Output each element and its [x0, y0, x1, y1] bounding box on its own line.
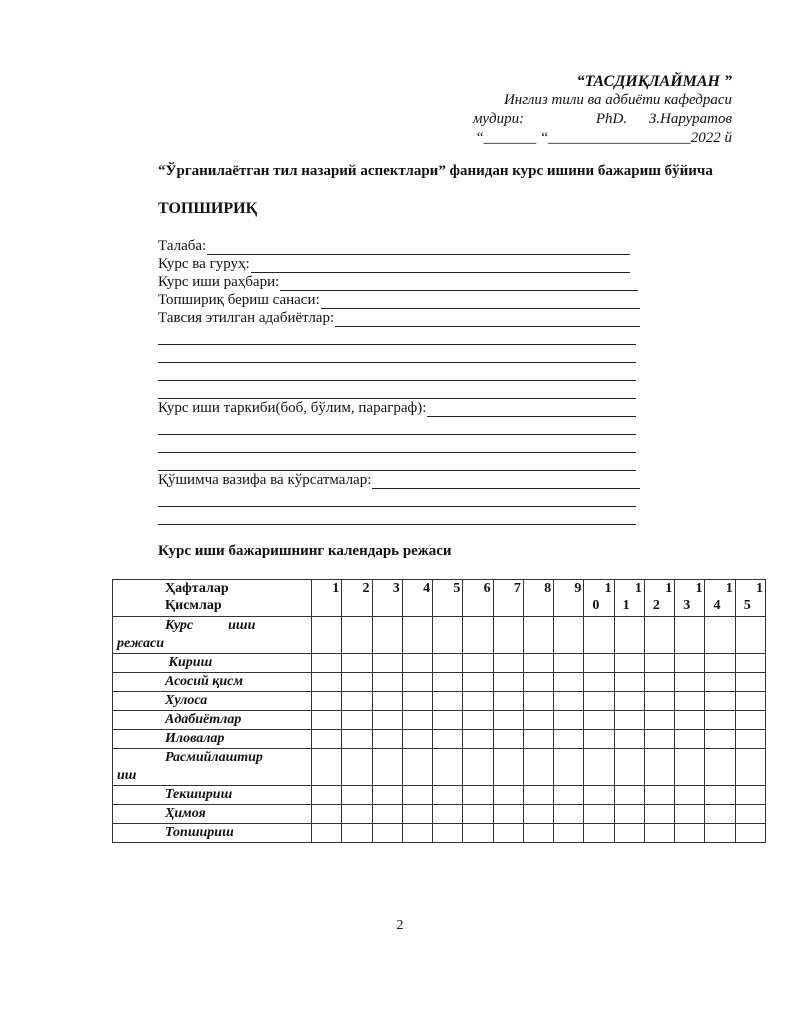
- field-label: Курс иши раҳбари:: [158, 274, 280, 290]
- calendar-cell: [493, 805, 523, 824]
- row-label-cell: [113, 711, 312, 730]
- week-number-second-digit: 2: [652, 598, 660, 613]
- calendar-cell: [644, 654, 674, 673]
- calendar-cell: [523, 786, 553, 805]
- week-header-cell: [735, 580, 765, 617]
- field-student: [158, 237, 630, 255]
- calendar-cell: [402, 711, 432, 730]
- fill-line: [158, 435, 636, 453]
- calendar-cell: [675, 730, 705, 749]
- week-number: 7: [513, 581, 521, 596]
- calendar-cell: [402, 673, 432, 692]
- calendar-cell: [342, 786, 372, 805]
- table-row: [113, 617, 766, 654]
- row-label: Иловалар: [165, 731, 225, 746]
- calendar-cell: [584, 692, 614, 711]
- row-label-cell: [113, 805, 312, 824]
- calendar-cell: [402, 749, 432, 786]
- calendar-cell: [614, 692, 644, 711]
- row-label-line1: Курс иши: [165, 618, 256, 633]
- row-label-line1: Расмийлаштир: [165, 750, 263, 765]
- fill-line: [158, 345, 636, 363]
- calendar-cell: [705, 730, 735, 749]
- calendar-cell: [312, 786, 342, 805]
- week-number-second-digit: 3: [683, 598, 691, 613]
- field-course-group: [158, 255, 630, 273]
- calendar-header-row: [113, 580, 766, 617]
- calendar-cell: [614, 617, 644, 654]
- calendar-cell: [463, 786, 493, 805]
- calendar-cell: [433, 711, 463, 730]
- week-number-second-digit: 4: [713, 598, 721, 613]
- calendar-cell: [675, 617, 705, 654]
- calendar-cell: [372, 824, 402, 843]
- calendar-cell: [523, 805, 553, 824]
- field-extra: [158, 471, 640, 489]
- calendar-cell: [705, 617, 735, 654]
- calendar-cell: [554, 692, 584, 711]
- fill-line: [158, 327, 636, 345]
- field-assign-date: [158, 291, 640, 309]
- calendar-cell: [584, 654, 614, 673]
- subject-line: “Ўрганилаётган тил назарий аспектлари” фанидан курс ишини бажариш бўйича: [158, 163, 713, 179]
- week-number: 1: [695, 581, 703, 596]
- week-number: 1: [332, 581, 340, 596]
- field-label: Топшириқ бериш санаси:: [158, 292, 320, 308]
- calendar-cell: [342, 730, 372, 749]
- approval-block: [473, 72, 732, 148]
- week-header-cell: [644, 580, 674, 617]
- row-label: Хулоса: [165, 693, 208, 708]
- calendar-cell: [372, 749, 402, 786]
- week-number: 2: [362, 581, 370, 596]
- calendar-cell: [735, 824, 765, 843]
- calendar-cell: [705, 786, 735, 805]
- calendar-cell: [735, 749, 765, 786]
- field-label: Курс ва гуруҳ:: [158, 256, 250, 272]
- week-number-second-digit: 5: [743, 598, 751, 613]
- calendar-cell: [644, 617, 674, 654]
- calendar-cell: [342, 711, 372, 730]
- calendar-cell: [463, 711, 493, 730]
- calendar-cell: [493, 749, 523, 786]
- calendar-cell: [735, 711, 765, 730]
- field-label: Қўшимча вазифа ва кўрсатмалар:: [158, 472, 372, 488]
- week-header-cell: [342, 580, 372, 617]
- calendar-cell: [433, 786, 463, 805]
- field-structure: [158, 399, 636, 417]
- week-number: 8: [544, 581, 552, 596]
- calendar-cell: [402, 824, 432, 843]
- week-number: 1: [756, 581, 763, 596]
- page-number: 2: [396, 918, 404, 933]
- calendar-cell: [675, 805, 705, 824]
- row-label: [113, 749, 311, 785]
- approval-degree: PhD.: [595, 111, 628, 127]
- calendar-cell: [735, 730, 765, 749]
- row-label-line2: режаси: [117, 636, 165, 651]
- calendar-cell: [312, 692, 342, 711]
- row-label-cell: [113, 824, 312, 843]
- field-label: Курс иши таркиби(боб, бўлим, параграф):: [158, 400, 427, 416]
- calendar-cell: [372, 786, 402, 805]
- calendar-cell: [402, 654, 432, 673]
- calendar-cell: [342, 617, 372, 654]
- field-supervisor: [158, 273, 638, 291]
- calendar-cell: [493, 673, 523, 692]
- calendar-cell: [523, 711, 553, 730]
- calendar-cell: [312, 824, 342, 843]
- table-row: [113, 730, 766, 749]
- row-label: Адабиётлар: [165, 712, 242, 727]
- calendar-cell: [523, 824, 553, 843]
- field-label: Тавсия этилган адабиётлар:: [158, 310, 335, 326]
- calendar-cell: [584, 824, 614, 843]
- calendar-cell: [584, 730, 614, 749]
- week-number: 6: [483, 581, 491, 596]
- calendar-cell: [644, 805, 674, 824]
- week-number: 1: [665, 581, 673, 596]
- calendar-cell: [493, 786, 523, 805]
- calendar-title: Курс иши бажаришнинг календарь режаси: [158, 543, 452, 559]
- calendar-cell: [735, 654, 765, 673]
- calendar-cell: [584, 617, 614, 654]
- fill-line: [280, 276, 638, 291]
- calendar-cell: [312, 711, 342, 730]
- calendar-cell: [312, 805, 342, 824]
- approval-title: “ТАСДИҚЛАЙМАН ”: [576, 73, 732, 90]
- calendar-cell: [312, 730, 342, 749]
- calendar-cell: [433, 692, 463, 711]
- week-header-cell: [372, 580, 402, 617]
- calendar-cell: [523, 673, 553, 692]
- table-row: [113, 824, 766, 843]
- calendar-cell: [584, 749, 614, 786]
- calendar-cell: [402, 617, 432, 654]
- calendar-cell: [614, 824, 644, 843]
- row-label-cell: [113, 673, 312, 692]
- calendar-cell: [372, 711, 402, 730]
- row-label-cell: [113, 617, 312, 654]
- calendar-cell: [433, 805, 463, 824]
- table-row: [113, 786, 766, 805]
- table-row: [113, 692, 766, 711]
- fill-line: [158, 363, 636, 381]
- calendar-cell: [644, 711, 674, 730]
- calendar-cell: [554, 730, 584, 749]
- calendar-cell: [372, 730, 402, 749]
- calendar-cell: [312, 617, 342, 654]
- calendar-cell: [554, 654, 584, 673]
- calendar-cell: [644, 824, 674, 843]
- week-header-cell: [493, 580, 523, 617]
- row-label: [113, 617, 311, 653]
- calendar-cell: [433, 617, 463, 654]
- approval-department: Инглиз тили ва адбиёти кафедраси: [503, 92, 732, 108]
- fill-line: [372, 474, 640, 489]
- calendar-cell: [614, 805, 644, 824]
- calendar-cell: [342, 824, 372, 843]
- calendar-cell: [372, 805, 402, 824]
- calendar-cell: [523, 730, 553, 749]
- row-label: Ҳимоя: [165, 806, 206, 821]
- week-header-cell: [402, 580, 432, 617]
- calendar-cell: [644, 692, 674, 711]
- calendar-cell: [312, 749, 342, 786]
- table-row: [113, 805, 766, 824]
- assignment-fields: [158, 237, 640, 525]
- fill-line: [158, 489, 636, 507]
- week-header-cell: [554, 580, 584, 617]
- calendar-cell: [644, 730, 674, 749]
- calendar-cell: [554, 673, 584, 692]
- calendar-cell: [463, 749, 493, 786]
- table-row: [113, 654, 766, 673]
- calendar-cell: [463, 692, 493, 711]
- table-row: [113, 711, 766, 730]
- week-number: 1: [604, 581, 612, 596]
- calendar-cell: [523, 749, 553, 786]
- calendar-cell: [433, 654, 463, 673]
- calendar-cell: [644, 673, 674, 692]
- calendar-cell: [705, 673, 735, 692]
- calendar-cell: [342, 654, 372, 673]
- calendar-cell: [372, 654, 402, 673]
- calendar-cell: [675, 749, 705, 786]
- row-label-cell: [113, 749, 312, 786]
- calendar-cell: [433, 824, 463, 843]
- fill-line: [207, 240, 630, 255]
- calendar-cell: [523, 692, 553, 711]
- week-header-cell: [312, 580, 342, 617]
- week-number-second-digit: 0: [592, 598, 600, 613]
- calendar-cell: [614, 673, 644, 692]
- fill-line: [158, 381, 636, 399]
- row-label-cell: [113, 730, 312, 749]
- calendar-cell: [493, 730, 523, 749]
- calendar-cell: [614, 749, 644, 786]
- calendar-cell: [463, 617, 493, 654]
- calendar-cell: [493, 617, 523, 654]
- calendar-cell: [433, 749, 463, 786]
- calendar-cell: [342, 692, 372, 711]
- fill-line: [335, 312, 640, 327]
- calendar-cell: [312, 673, 342, 692]
- row-label: Текшириш: [165, 787, 233, 802]
- calendar-cell: [735, 617, 765, 654]
- row-label-line2: иш: [117, 768, 137, 783]
- calendar-cell: [675, 711, 705, 730]
- calendar-cell: [402, 692, 432, 711]
- approval-name: З.Наруратов: [648, 111, 732, 127]
- fill-line: [321, 294, 640, 309]
- calendar-cell: [735, 805, 765, 824]
- week-header-cell: [705, 580, 735, 617]
- fill-line: [158, 507, 636, 525]
- calendar-cell: [493, 654, 523, 673]
- fill-line: [427, 402, 636, 417]
- calendar-cell: [433, 673, 463, 692]
- week-number: 5: [453, 581, 461, 596]
- calendar-cell: [705, 711, 735, 730]
- calendar-cell: [463, 673, 493, 692]
- approval-head: [473, 110, 732, 129]
- week-header-cell: [523, 580, 553, 617]
- approval-head-label: мудири:: [472, 111, 525, 127]
- calendar-cell: [523, 617, 553, 654]
- calendar-cell: [554, 617, 584, 654]
- field-literature: [158, 309, 640, 327]
- page-title: ТОПШИРИҚ: [158, 200, 258, 217]
- calendar-cell: [402, 805, 432, 824]
- calendar-cell: [463, 824, 493, 843]
- calendar-cell: [614, 730, 644, 749]
- fill-line: [251, 258, 630, 273]
- calendar-cell: [584, 711, 614, 730]
- approval-date: “_______ “___________________2022 й: [475, 130, 732, 146]
- week-header-cell: [675, 580, 705, 617]
- calendar-cell: [584, 786, 614, 805]
- calendar-cell: [675, 824, 705, 843]
- calendar-table: [112, 579, 766, 843]
- calendar-cell: [372, 617, 402, 654]
- calendar-cell: [493, 692, 523, 711]
- week-number: 1: [634, 581, 642, 596]
- fill-line: [158, 417, 636, 435]
- calendar-cell: [372, 673, 402, 692]
- calendar-cell: [342, 749, 372, 786]
- calendar-cell: [735, 673, 765, 692]
- row-label: Асосий қисм: [165, 674, 243, 689]
- calendar-cell: [342, 805, 372, 824]
- table-row: [113, 673, 766, 692]
- calendar-cell: [493, 824, 523, 843]
- calendar-cell: [463, 730, 493, 749]
- calendar-cell: [463, 654, 493, 673]
- header-cell: [113, 580, 312, 617]
- calendar-cell: [675, 786, 705, 805]
- week-header-cell: [584, 580, 614, 617]
- calendar-cell: [463, 805, 493, 824]
- week-number: 1: [725, 581, 733, 596]
- calendar-cell: [675, 654, 705, 673]
- calendar-cell: [705, 805, 735, 824]
- calendar-cell: [554, 824, 584, 843]
- calendar-cell: [493, 711, 523, 730]
- week-header-cell: [433, 580, 463, 617]
- table-row: [113, 749, 766, 786]
- calendar-cell: [342, 673, 372, 692]
- row-label: Кириш: [165, 655, 213, 670]
- row-label-cell: [113, 692, 312, 711]
- calendar-cell: [614, 711, 644, 730]
- calendar-cell: [644, 786, 674, 805]
- row-label: Топшириш: [165, 825, 234, 840]
- calendar-cell: [614, 654, 644, 673]
- week-header-cell: [463, 580, 493, 617]
- header-weeks: Ҳафталар: [165, 581, 229, 596]
- calendar-cell: [554, 805, 584, 824]
- calendar-cell: [644, 749, 674, 786]
- week-number: 3: [392, 581, 400, 596]
- calendar-cell: [705, 692, 735, 711]
- calendar-cell: [554, 786, 584, 805]
- calendar-cell: [614, 786, 644, 805]
- calendar-cell: [584, 805, 614, 824]
- calendar-cell: [705, 654, 735, 673]
- calendar-cell: [402, 786, 432, 805]
- row-label-cell: [113, 654, 312, 673]
- week-number: 4: [423, 581, 431, 596]
- calendar-cell: [735, 692, 765, 711]
- fill-line: [158, 453, 636, 471]
- calendar-cell: [433, 730, 463, 749]
- field-label: Талаба:: [158, 238, 207, 254]
- week-number-second-digit: 1: [622, 598, 630, 613]
- calendar-cell: [402, 730, 432, 749]
- calendar-cell: [675, 673, 705, 692]
- header-parts: Қисмлар: [165, 598, 222, 613]
- calendar-cell: [705, 749, 735, 786]
- calendar-cell: [705, 824, 735, 843]
- week-number: 9: [574, 581, 582, 596]
- calendar-cell: [523, 654, 553, 673]
- calendar-cell: [735, 786, 765, 805]
- calendar-cell: [675, 692, 705, 711]
- calendar-cell: [584, 673, 614, 692]
- row-label-cell: [113, 786, 312, 805]
- calendar-cell: [554, 749, 584, 786]
- calendar-cell: [372, 692, 402, 711]
- week-header-cell: [614, 580, 644, 617]
- calendar-cell: [312, 654, 342, 673]
- calendar-cell: [554, 711, 584, 730]
